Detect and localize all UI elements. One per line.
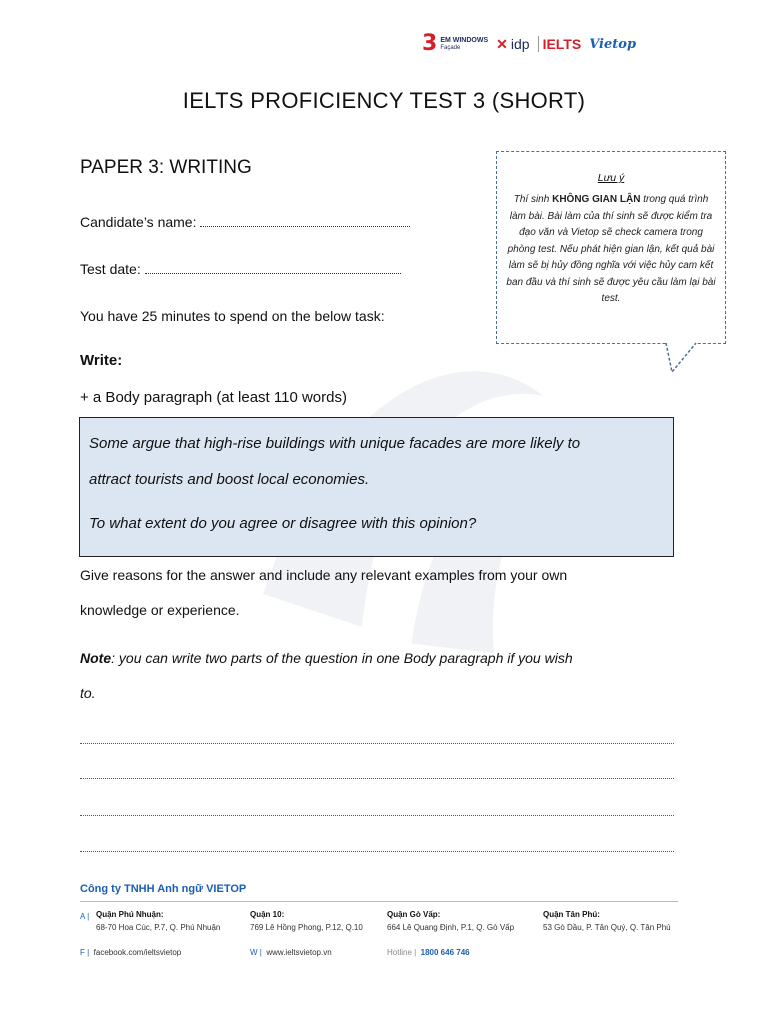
idp-logo: ✕ idp xyxy=(496,35,530,52)
footer-company: Công ty TNHH Anh ngữ VIETOP xyxy=(80,883,247,895)
instruction-line-2: knowledge or experience. xyxy=(80,602,240,618)
task-line-2: attract tourists and boost local economies. xyxy=(89,471,370,488)
hotline-number[interactable]: 1800 646 746 xyxy=(420,948,470,957)
candidate-name-line[interactable] xyxy=(200,216,410,227)
answer-line[interactable] xyxy=(80,815,674,816)
note-line-1: Note: you can write two parts of the question in one Body paragraph if you wish xyxy=(80,650,573,666)
facebook-link-row: F | facebook.com/ieltsvietop xyxy=(80,948,182,957)
test-date-field[interactable]: Test date: xyxy=(80,261,401,277)
footer-divider xyxy=(80,901,678,902)
vietop-logo: Vietop xyxy=(589,36,637,52)
website-link-row: W | www.ieltsvietop.vn xyxy=(250,948,332,957)
hotline-row: Hotline | 1800 646 746 xyxy=(387,948,470,957)
callout-tail xyxy=(664,342,702,374)
instruction-line-1: Give reasons for the answer and include any relevant examples from your own xyxy=(80,567,568,583)
website-link[interactable]: www.ieltsvietop.vn xyxy=(266,948,332,957)
warning-callout xyxy=(496,151,726,344)
page-title: IELTS PROFICIENCY TEST 3 (SHORT) xyxy=(182,88,586,113)
answer-line[interactable] xyxy=(80,778,674,779)
answer-line[interactable] xyxy=(80,851,674,852)
answer-line[interactable] xyxy=(80,743,674,744)
header-logos xyxy=(422,28,654,60)
callout-text: Thí sinh KHÔNG GIAN LẬN trong quá trình làm bài. Bài làm của thí sinh sẽ được kiểm tra đạo văn và Vietop sẽ check camera trong phòng test. Nếu phát hiện gian lận, kết quả bài làm sẽ bị hủy đồng nghĩa với việc hủy cam kết ban đầu và thí sinh sẽ được yêu cầu làm lại bài test. xyxy=(506,194,716,304)
address-label: A | xyxy=(80,912,90,921)
paper-title: PAPER 3: WRITING xyxy=(80,157,252,178)
callout-title: Lưu ý xyxy=(597,172,625,184)
facebook-link[interactable]: facebook.com/ieltsvietop xyxy=(93,948,182,957)
test-date-line[interactable] xyxy=(145,263,401,274)
note-label: Note xyxy=(80,650,112,666)
task-prompt-box xyxy=(79,417,674,557)
time-instruction: You have 25 minutes to spend on the below task: xyxy=(80,308,385,324)
body-requirement: + a Body paragraph (at least 110 words) xyxy=(80,389,347,406)
idp-mark-icon: ✕ xyxy=(496,35,508,52)
task-question: To what extent do you agree or disagree with this opinion? xyxy=(89,515,477,532)
em-windows-logo: 3 EM WINDOWS Façade xyxy=(422,31,489,56)
candidate-name-field[interactable]: Candidate’s name: xyxy=(80,214,410,230)
branch-tan-phu: Quận Tân Phú: 53 Gò Dầu, P. Tân Quý, Q. Tân Phú xyxy=(543,910,671,932)
branch-go-vap: Quận Gò Vấp: 664 Lê Quang Định, P.1, Q. Gò Vấp xyxy=(387,910,515,932)
branch-quan-10: Quận 10: 769 Lê Hồng Phong, P.12, Q.10 xyxy=(250,910,363,932)
write-label: Write: xyxy=(80,352,123,369)
branch-phu-nhuan: Quận Phú Nhuận: 68-70 Hoa Cúc, P.7, Q. Phú Nhuận xyxy=(96,910,221,932)
note-line-2: to. xyxy=(80,685,96,701)
ielts-logo: IELTS xyxy=(538,36,582,52)
task-line-1: Some argue that high-rise buildings with unique facades are more likely to xyxy=(89,435,581,452)
